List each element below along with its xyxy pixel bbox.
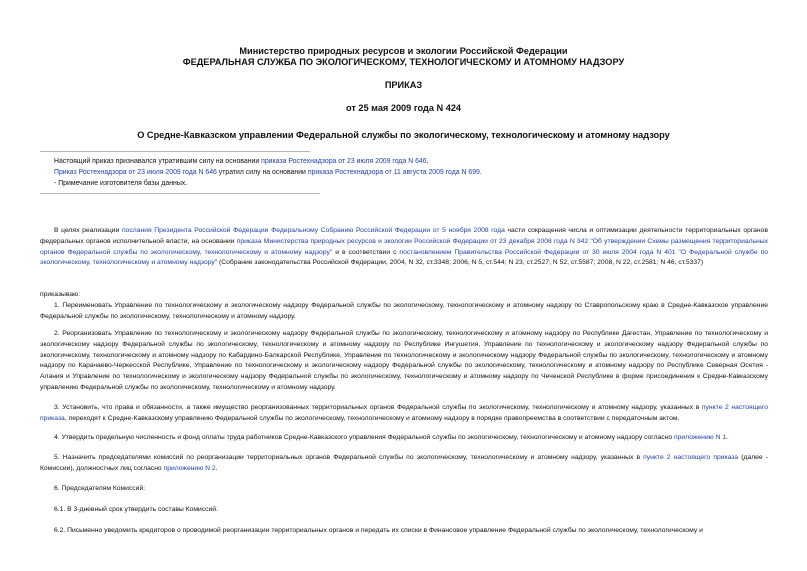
link-appendix-1[interactable]: приложению N 1 bbox=[674, 434, 727, 441]
note-text: Настоящий приказ признавался утратившим силу на основании bbox=[54, 158, 262, 165]
item-1 bbox=[40, 301, 768, 323]
para-text: . bbox=[215, 464, 218, 472]
item-3 bbox=[40, 403, 768, 425]
editorial-note-line-2 bbox=[54, 167, 482, 178]
para-text: 6. Председателям Комиссий: bbox=[54, 485, 146, 492]
para-text: части сокращения числа и оптимизации деятельности территориальных органов федеральных органов исполнительной власти, на основании bbox=[40, 227, 768, 245]
doc-type: ПРИКАЗ bbox=[384, 80, 423, 90]
note-text: . bbox=[426, 158, 429, 165]
link-order-699[interactable]: приказа Ростехнадзора от 11 августа 2009 года N 699 bbox=[307, 169, 480, 176]
order-word: приказываю: bbox=[40, 291, 81, 298]
para-text: (далее - Комиссии), должностных лиц согласно bbox=[40, 454, 768, 472]
note-text: утратил силу на основании bbox=[216, 169, 308, 176]
para-text: 1. Переименовать Управление по технологическому и экологическому надзору Федеральной службы по экологическому, технологическому и атомному надзору по Ставропольскому краю в Средне-Кавказское управление Федеральной службы по экологическому, технологическому и атомному надзору. bbox=[40, 302, 768, 320]
item-4 bbox=[40, 433, 768, 444]
service-name: ФЕДЕРАЛЬНАЯ СЛУЖБА ПО ЭКОЛОГИЧЕСКОМУ, ТЕХНОЛОГИЧЕСКОМУ И АТОМНОМУ НАДЗОРУ bbox=[182, 57, 625, 67]
link-item-2[interactable]: пункте 2 настоящего приказа bbox=[40, 404, 768, 422]
item-6 bbox=[40, 484, 768, 495]
editorial-note-line-1 bbox=[54, 156, 429, 167]
doc-date-number: от 25 мая 2009 года N 424 bbox=[345, 103, 462, 113]
item-6-2 bbox=[40, 526, 768, 537]
para-text: , переходят к Средне-Кавказскому управлению Федеральной службы по экологическому, технологическому и атомному надзору в порядке правопреемства в соответствии с передаточным актом. bbox=[64, 414, 680, 422]
para-text: 6.1. В 3-дневный срок утвердить составы Комиссий. bbox=[54, 506, 218, 513]
note-bottom-rule bbox=[40, 193, 320, 194]
ministry-name: Министерство природных ресурсов и экологии Российской Федерации bbox=[239, 46, 568, 56]
link-government-resolution-401[interactable]: постановлением Правительства Российской Федерации от 30 июля 2004 года N 401 "О Федеральной службе по экологическому, технологическому и атомному надзору" bbox=[40, 248, 768, 267]
link-order-646[interactable]: приказа Ростехнадзора от 23 июля 2009 года N 646 bbox=[261, 158, 427, 165]
para-text: (Собрание законодательства Российской Федерации, 2004, N 32, ст.3348; 2006, N 5, ст.544; N 23, ст.2527; N 52, ст.5587; 2008, N 22, ст.2581; N 46, ст.5337) bbox=[217, 259, 704, 267]
item-6-1 bbox=[40, 505, 768, 516]
para-text: и в соответствии с bbox=[332, 248, 400, 256]
note-text: . bbox=[479, 169, 482, 176]
link-item-2-commissions[interactable]: пункте 2 настоящего приказа bbox=[643, 454, 739, 461]
item-2 bbox=[40, 329, 768, 394]
para-text: 6.2. Письменно уведомить кредиторов о проводимой реорганизации территориальных органов и передать их списки в Финансовое управление Федеральной службы по экологическому, технологическому и bbox=[54, 527, 703, 534]
link-appendix-2[interactable]: приложению N 2 bbox=[163, 464, 216, 472]
editorial-note-line-3: - Примечание изготовителя базы данных. bbox=[54, 180, 188, 187]
link-presidential-address[interactable]: послания Президента Российской Федерации Федеральному Собранию Российской Федерации от 5 ноября 2008 года bbox=[122, 227, 505, 234]
para-text: 3. Установить, что права и обязанности, а также имущество реорганизованных территориальных органов Федеральной службы по экологическому, технологическому и атомному надзору, указанных в bbox=[54, 404, 702, 411]
doc-title: О Средне-Кавказском управлении Федеральной службы по экологическому, технологическому и атомному надзору bbox=[137, 130, 670, 140]
intro-paragraph bbox=[40, 226, 768, 269]
link-ministry-order-342[interactable]: приказа Министерства природных ресурсов и экологии Российской Федерации от 23 декабря 2008 года N 342 "Об утверждении Схемы размещения территориальных органов Федеральной службы по экологическому, технологическому и атомному надзору" bbox=[40, 237, 768, 256]
item-5 bbox=[40, 453, 768, 475]
note-top-rule bbox=[40, 151, 310, 152]
para-text: . bbox=[726, 434, 728, 441]
link-order-646-title[interactable]: Приказ Ростехнадзора от 23 июля 2009 года N 646 bbox=[54, 169, 217, 176]
para-text: 4. Утвердить предельную численность и фонд оплаты труда работников Средне-Кавказского управления Федеральной службы по экологическому, технологическому и атомному надзору согласно bbox=[54, 434, 675, 441]
para-text: В целях реализации bbox=[54, 227, 123, 234]
para-text: 2. Реорганизовать Управление по технологическому и экологическому надзору Федеральной службы по экологическому, технологическому и атомному надзору по Республике Дагестан, Управление по технологическому и экологическому надзору Федеральной службы по экологическому, технологическому и атомному надзору по Республике Ингушетия, Управление по технологическому и экологическому надзору Федеральной службы по экологическому, технологическому и атомному надзору по Кабардино-Балкарской Республике, Управление по технологическому и экологическому надзору Федеральной службы по экологическому, технологическому и атомному надзору по Карачаево-Черкесской Республике, Управление по технологическому и экологическому надзору Федеральной службы по экологическому, технологическому и атомному надзору по Республике Северная Осетия - Алания и Управление по технологическому и экологическому надзору Федеральной службы по экологическому, технологическому и атомному надзору по Чеченской Республике в форме присоединения к Средне-Кавказскому управлению Федеральной службы по экологическому, технологическому и атомному надзору. bbox=[40, 330, 768, 391]
para-text: 5. Назначить председателями комиссий по реорганизации территориальных органов Федеральной службы по экологическому, технологическому и атомному надзору, указанных в bbox=[54, 454, 644, 461]
